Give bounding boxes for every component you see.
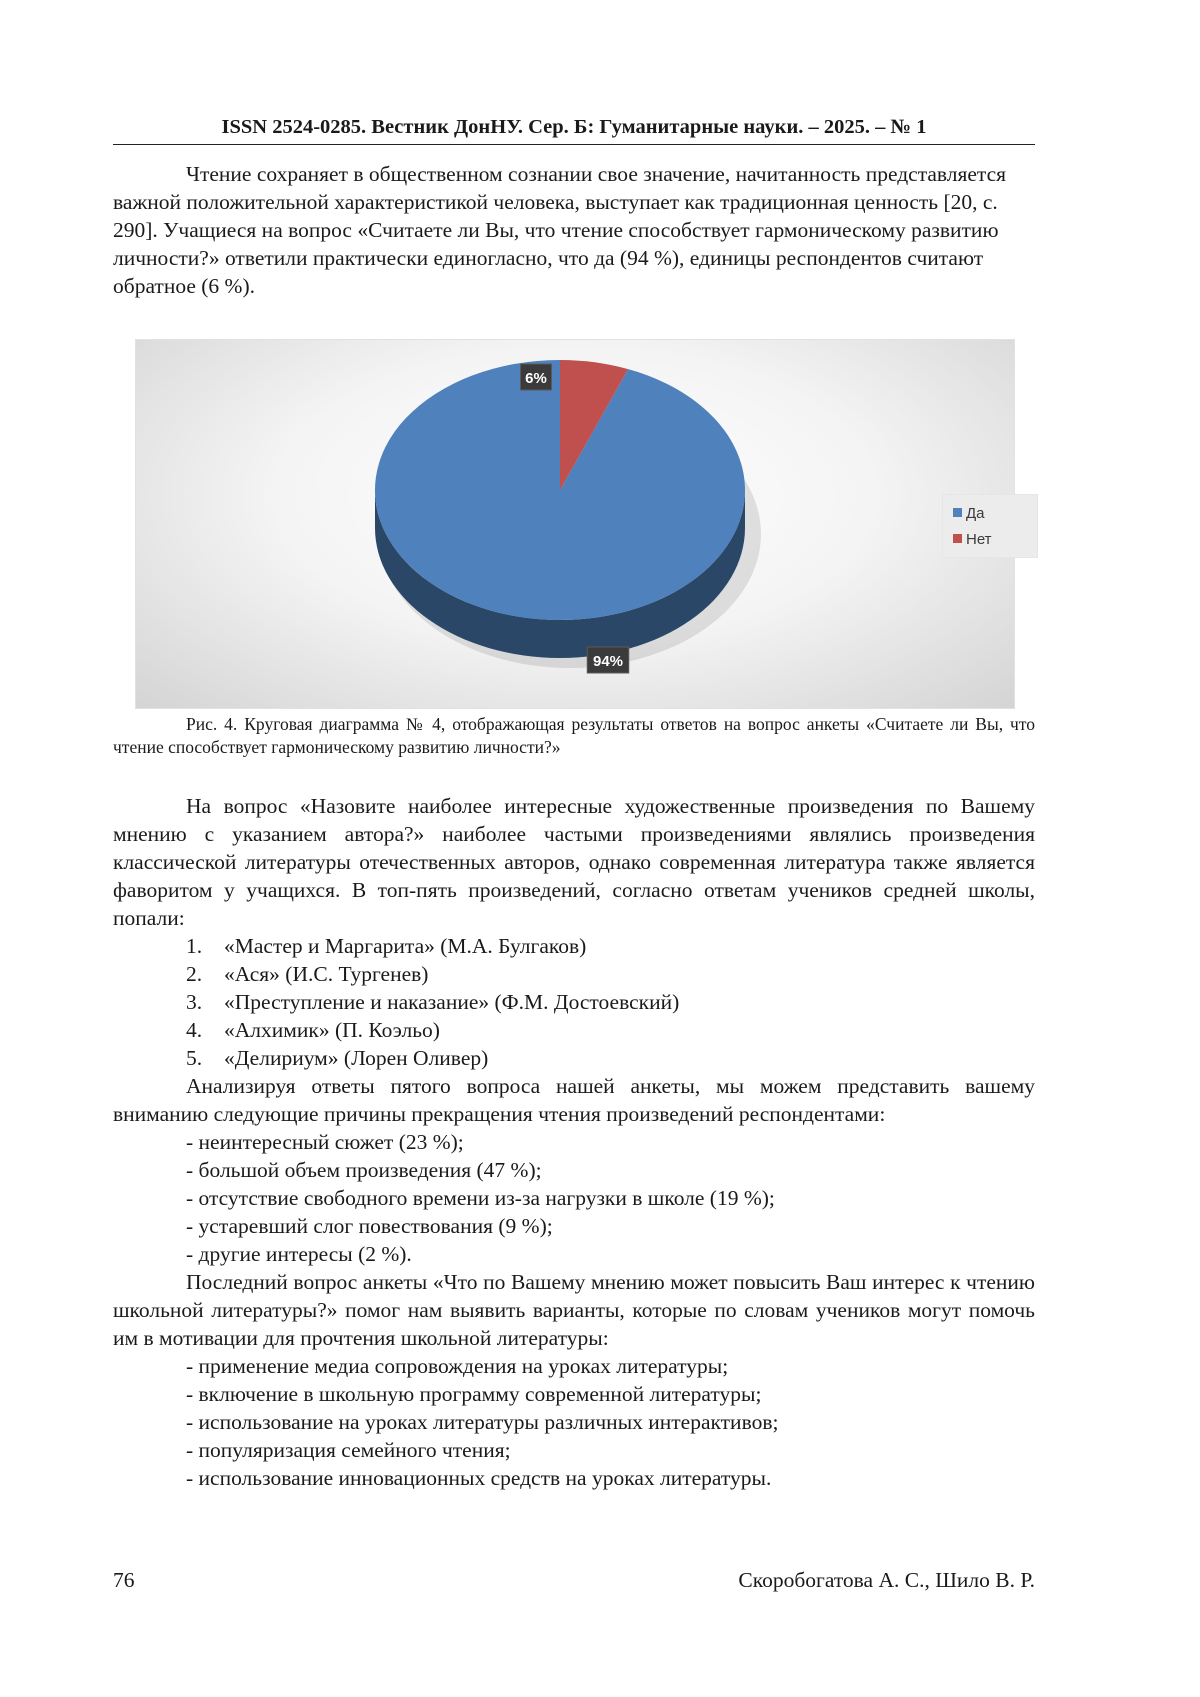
legend-item-no [953, 530, 992, 550]
list-item: 1. «Мастер и Маргарита» (М.А. Булгаков) [186, 934, 587, 958]
list-item: - отсутствие свободного времени из-за нагрузки в школе (19 %); [186, 1186, 775, 1210]
journal-header: ISSN 2524-0285. Вестник ДонНУ. Сер. Б: Гуманитарные науки. – 2025. – № 1 [113, 113, 1035, 145]
list-item: 3. «Преступление и наказание» (Ф.М. Достоевский) [186, 990, 680, 1014]
list-item: - использование на уроках литературы различных интерактивов; [186, 1410, 779, 1434]
paragraph-4: Последний вопрос анкеты «Что по Вашему мнению может повысить Ваш интерес к чтению школьной литературы?» помог нам выявить варианты, которые по словам учеников могут помочь им в мотивации для прочтения школьной литературы: [113, 1270, 1035, 1350]
top5-list [113, 932, 1035, 1072]
pie-chart [135, 339, 1015, 709]
reasons-list [113, 1128, 1035, 1268]
legend-item-yes [953, 504, 985, 524]
data-label-1: 6% [525, 370, 547, 387]
legend-swatch-yes [953, 508, 962, 517]
list-item: 5. «Делириум» (Лорен Оливер) [186, 1046, 489, 1070]
list-item: - популяризация семейного чтения; [186, 1438, 511, 1462]
list-item: - применение медиа сопровождения на уроках литературы; [186, 1354, 729, 1378]
main-text-block [113, 792, 1035, 1492]
list-item: - другие интересы (2 %). [186, 1242, 412, 1266]
list-item: 4. «Алхимик» (П. Коэльо) [186, 1018, 440, 1042]
legend-label-no: Нет [966, 531, 992, 548]
chart-legend [942, 494, 1038, 558]
paragraph-1-block [113, 160, 1035, 300]
legend-swatch-no [953, 534, 962, 543]
paragraph-3: Анализируя ответы пятого вопроса нашей анкеты, мы можем представить вашему вниманию следующие причины прекращения чтения произведений респондентами: [113, 1074, 1035, 1126]
paragraph-1: Чтение сохраняет в общественном сознании свое значение, начитанность представляется важной положительной характеристикой человека, выступает как традиционная ценность [20, с. 290]. Учащиеся на вопрос «Считаете ли Вы, что чтение способствует гармоническому развитию личности?» ответили практически единогласно, что да (94 %), единицы респондентов считают обратное (6 %). [113, 162, 1007, 298]
data-label-0: 94% [592, 653, 624, 670]
list-item: - неинтересный сюжет (23 %); [186, 1130, 464, 1154]
legend-label-yes: Да [966, 505, 985, 522]
list-item: - использование инновационных средств на уроках литературы. [186, 1466, 772, 1490]
list-item: - устаревший слог повествования (9 %); [186, 1214, 553, 1238]
list-item: - большой объем произведения (47 %); [186, 1158, 542, 1182]
figure-caption: Рис. 4. Круговая диаграмма № 4, отображающая результаты ответов на вопрос анкеты «Считаете ли Вы, что чтение способствует гармоническому развитию личности?» [113, 714, 1035, 757]
page-number: 76 [113, 1568, 135, 1592]
footer-authors: Скоробогатова А. С., Шило В. Р. [738, 1568, 1035, 1592]
list-item: 2. «Ася» (И.С. Тургенев) [186, 962, 429, 986]
suggestions-list [113, 1352, 1035, 1492]
paragraph-2: На вопрос «Назовите наиболее интересные художественные произведения по Вашему мнению с указанием автора?» наиболее частыми произведениями являлись произведения классической литературы отечественных авторов, однако современная литература также является фаворитом у учащихся. В топ-пять произведений, согласно ответам учеников средней школы, попали: [113, 794, 1035, 930]
list-item: - включение в школьную программу современной литературы; [186, 1382, 762, 1406]
pie-chart-svg [136, 340, 1016, 710]
